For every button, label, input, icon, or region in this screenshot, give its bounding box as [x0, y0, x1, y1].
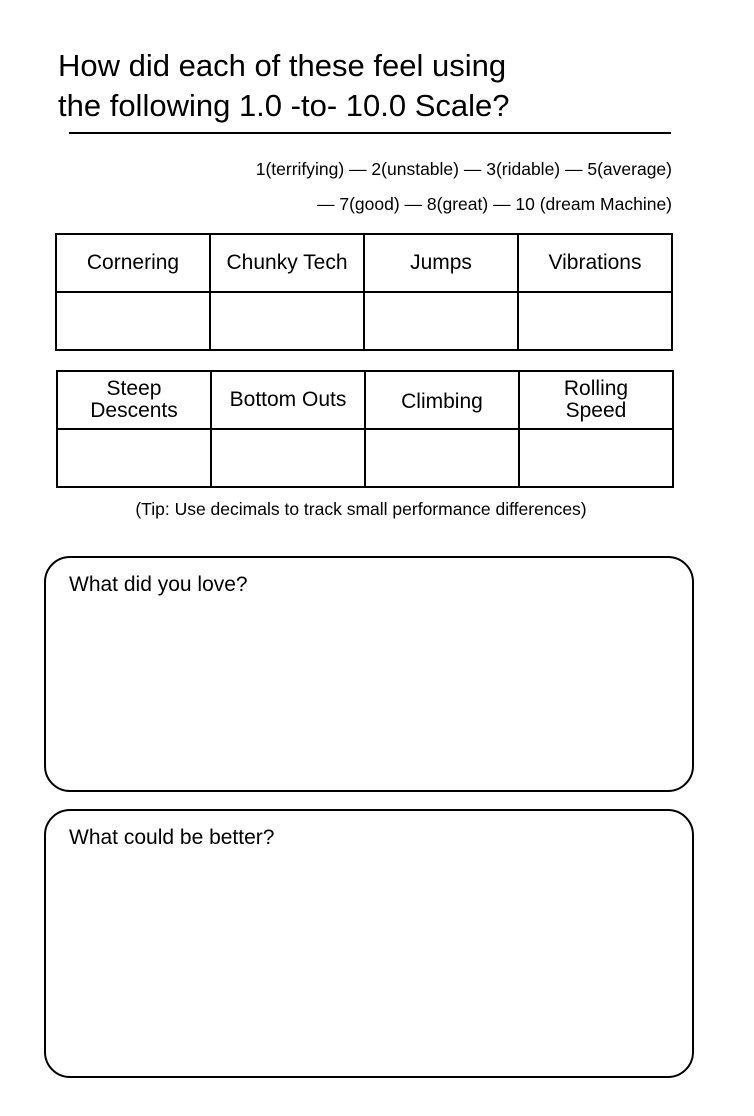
- rating-header-vibrations: Vibrations: [518, 234, 672, 292]
- scale-legend-line-1: 1(terrifying) — 2(unstable) — 3(ridable) — 5(average): [255, 159, 672, 179]
- rating-header-jumps: Jumps: [364, 234, 518, 292]
- rating-header-label: Bottom Outs: [229, 388, 347, 411]
- rating-header-label: Speed: [565, 399, 627, 422]
- rating-header-bottom-outs: [211, 371, 365, 429]
- rating-header-label: Descents: [90, 399, 178, 422]
- love-notes-box[interactable]: [44, 556, 694, 792]
- rating-header-label: Steep: [106, 377, 162, 400]
- rating-value-row: [56, 292, 672, 350]
- title-divider: [69, 132, 671, 134]
- rating-cell-jumps[interactable]: [364, 292, 518, 350]
- rating-cell-climbing[interactable]: [365, 429, 519, 487]
- rating-cell-steep-descents[interactable]: [57, 429, 211, 487]
- rating-grid-1: [55, 233, 673, 351]
- rating-header-rolling-speed: [519, 371, 673, 429]
- scale-legend-line-2: — 7(good) — 8(great) — 10 (dream Machine): [317, 194, 672, 214]
- rating-grid-2: [56, 370, 674, 488]
- rating-header-climbing: [365, 371, 519, 429]
- title-line-1: How did each of these feel using: [58, 48, 507, 83]
- rating-cell-rolling-speed[interactable]: [519, 429, 673, 487]
- better-notes-label: What could be better?: [69, 826, 275, 849]
- title-line-2: the following 1.0 -to- 10.0 Scale?: [58, 88, 510, 123]
- rating-header-row: [56, 234, 672, 292]
- tip-text: (Tip: Use decimals to track small performance differences): [135, 499, 587, 519]
- rating-cell-cornering[interactable]: [56, 292, 210, 350]
- better-notes-box[interactable]: [44, 809, 694, 1078]
- rating-header-chunky-tech: Chunky Tech: [210, 234, 364, 292]
- rating-header-cornering: Cornering: [56, 234, 210, 292]
- rating-cell-vibrations[interactable]: [518, 292, 672, 350]
- page-title: [58, 46, 678, 126]
- rating-header-steep-descents: [57, 371, 211, 429]
- rating-value-row: [57, 429, 673, 487]
- rating-cell-bottom-outs[interactable]: [211, 429, 365, 487]
- rating-header-label: Climbing: [401, 390, 483, 413]
- scale-legend: [72, 152, 672, 222]
- rating-header-label: Rolling: [563, 377, 629, 400]
- rating-header-row: [57, 371, 673, 429]
- love-notes-label: What did you love?: [69, 573, 248, 596]
- rating-cell-chunky-tech[interactable]: [210, 292, 364, 350]
